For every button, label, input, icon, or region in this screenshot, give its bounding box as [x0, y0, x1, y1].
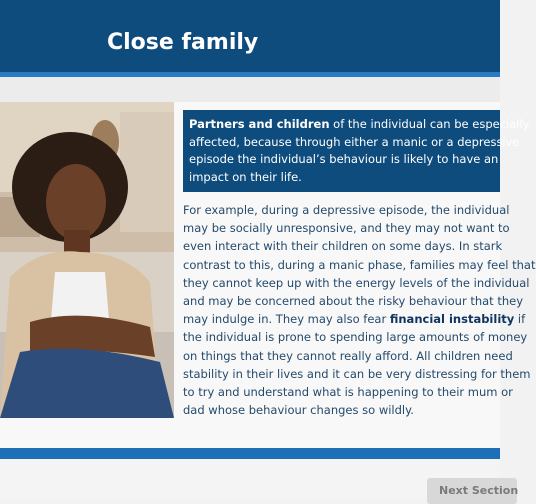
callout-line-4: impact on their life. — [189, 169, 302, 184]
next-section-button[interactable]: Next Section — [427, 478, 517, 504]
body-line-12: dad whose behaviour changes so wildly. — [183, 403, 414, 418]
body-line-1: For example, during a depressive episode, the individual — [183, 203, 510, 217]
footer-bar — [0, 459, 500, 500]
callout-text — [189, 116, 530, 186]
body-line-10: stability in their lives and it can be very distressing for them — [183, 366, 531, 381]
body-line-9: on things that they cannot really afford. All children need — [183, 348, 513, 363]
content-gap — [0, 77, 500, 102]
body-line-7 — [183, 310, 526, 328]
content-panel — [0, 102, 536, 448]
callout-highlight: Partners and children — [189, 117, 330, 131]
body-line-3: even interact with their children on some days. In stark — [183, 239, 503, 254]
page-header — [0, 0, 500, 72]
body-line-7-pre: may indulge in. They may also fear — [183, 312, 390, 327]
footer-accent-bar — [0, 448, 500, 459]
body-line-11: to try and understand what is happening to their mum or — [183, 385, 513, 400]
woman-photo — [0, 102, 174, 418]
callout-line-2: affected, because through either a manic or a depressive — [189, 134, 520, 149]
callout-line-3: episode the individual’s behaviour is likely to have an — [189, 152, 499, 166]
body-paragraph — [183, 201, 536, 419]
woman-illustration — [0, 102, 174, 418]
body-line-7-post: if — [514, 312, 526, 327]
callout-line-1-rest: of the individual can be especially — [329, 117, 530, 131]
body-line-8: the individual is prone to spending large amounts of money — [183, 330, 528, 345]
body-line-6: and may be concerned about the risky behaviour that they — [183, 294, 524, 309]
body-line-2: may be socially unresponsive, and they may not want to — [183, 221, 510, 236]
body-highlight: financial instability — [389, 312, 515, 327]
body-line-4: contrast to this, during a manic phase, families may feel that — [183, 257, 536, 272]
callout-line-1 — [189, 116, 530, 134]
callout-box — [183, 110, 530, 192]
page-title: Close family — [107, 30, 259, 55]
body-line-5: they cannot keep up with the energy levels of the individual — [183, 275, 530, 290]
